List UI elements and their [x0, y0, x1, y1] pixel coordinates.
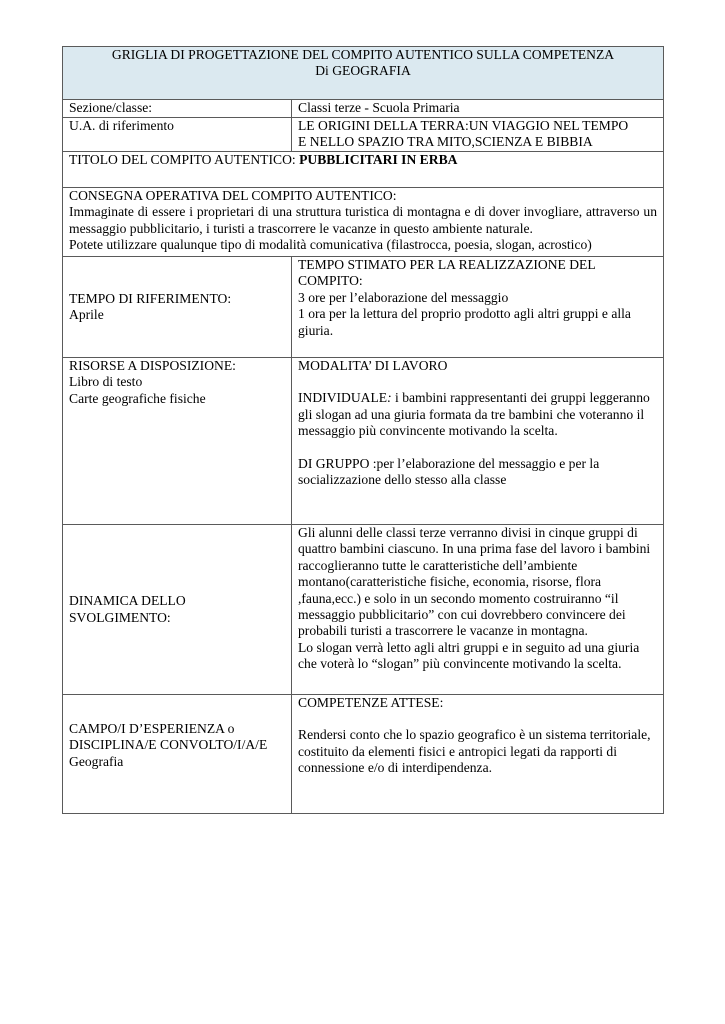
individuale-label: INDIVIDUALE — [298, 390, 388, 406]
grid-title-line2: Di GEOGRAFIA — [315, 63, 411, 79]
tempo-stimato-line2: 1 ora per la lettura del proprio prodotto agli altri gruppi e alla giuria. — [298, 306, 631, 338]
ua-value — [292, 118, 664, 152]
tempo-value: Aprile — [69, 307, 104, 322]
tempo-stimato-cell — [292, 257, 664, 358]
risorse-row — [63, 358, 664, 525]
ua-value-line1: LE ORIGINI DELLA TERRA:UN VIAGGIO NEL TEMPO — [298, 118, 629, 133]
sezione-row — [63, 100, 664, 118]
dinamica-text1: Gli alunni delle classi terze verranno divisi in cinque gruppi di quattro bambini ciascuno. In una prima fase del lavoro i bambini raccoglieranno tutte le caratteristiche dell’ambiente montano(caratteristiche fisiche, economia, risorse, flora ,fauna,ecc.) e solo in un secondo momento costruiranno “il messaggio pubblicitario” con cui dovrebbero convincere dei probabili turisti a trascorrere le vacanze in montagna. — [298, 525, 651, 639]
campo-row — [63, 695, 664, 814]
sezione-label: Sezione/classe: — [63, 100, 292, 118]
modalita-cell — [292, 358, 664, 525]
consegna-cell — [63, 188, 664, 257]
consegna-text: Immaginate di essere i proprietari di una struttura turistica di montagna e di dover invogliare, attraverso un messaggio pubblicitario, i turisti a trascorrere le vacanze in questo ambiente naturale. — [69, 204, 658, 236]
risorse-item-libro: Libro di testo — [69, 374, 143, 390]
competenze-cell — [292, 695, 664, 814]
ua-value-line2: E NELLO SPAZIO TRA MITO,SCIENZA E BIBBIA — [298, 134, 593, 150]
titolo-value: PUBBLICITARI IN ERBA — [299, 152, 458, 167]
competenze-text: Rendersi conto che lo spazio geografico è un sistema territoriale, costituito da elementi fisici e antropici legati da rapporti di connessione e/o di interdipendenza. — [298, 727, 651, 776]
campo-label-line2: DISCIPLINA/E CONVOLTO/I/A/E — [69, 737, 268, 753]
dinamica-text2: Lo slogan verrà letto agli altri gruppi e in seguito ad una giuria che voterà lo “slogan” più convincente motivando la scelta. — [298, 639, 640, 672]
competenze-label: COMPETENZE ATTESE: — [298, 695, 444, 710]
titolo-label: TITOLO DEL COMPITO AUTENTICO: — [69, 152, 300, 167]
tempo-row — [63, 257, 664, 358]
individuale-text: i bambini rappresentanti dei gruppi leggeranno gli slogan ad una giuria formata da tre bambini che voteranno il messaggio più convincente motivando la scelta. — [298, 390, 650, 439]
consegna-label: CONSEGNA OPERATIVA DEL COMPITO AUTENTICO: — [69, 188, 397, 203]
risorse-cell — [63, 358, 292, 525]
dinamica-row — [63, 525, 664, 695]
grid-title-line1: GRIGLIA DI PROGETTAZIONE DEL COMPITO AUTENTICO SULLA COMPETENZA — [111, 47, 615, 62]
tempo-cell — [63, 257, 292, 358]
consegna-text2: Potete utilizzare qualunque tipo di modalità comunicativa (filastrocca, poesia, slogan, acrostico) — [69, 237, 592, 253]
risorse-item-carte: Carte geografiche fisiche — [69, 390, 206, 406]
ua-row — [63, 118, 664, 152]
tempo-stimato-line1: 3 ore per l’elaborazione del messaggio — [298, 289, 509, 305]
grid-title — [63, 47, 664, 100]
individuale-colon: : — [387, 390, 392, 406]
modalita-label: MODALITA’ DI LAVORO — [298, 358, 448, 373]
tempo-stimato-label: TEMPO STIMATO PER LA REALIZZAZIONE DEL COMPITO: — [298, 257, 596, 289]
ua-label: U.A. di riferimento — [63, 118, 292, 152]
consegna-row — [63, 188, 664, 257]
campo-cell — [63, 695, 292, 814]
campo-label-line1: CAMPO/I D’ESPERIENZA o — [69, 721, 235, 736]
dinamica-label: DINAMICA DELLO SVOLGIMENTO: — [63, 525, 292, 695]
header-row — [63, 47, 664, 100]
titolo-cell — [63, 152, 664, 188]
project-grid-table — [62, 46, 664, 814]
campo-value: Geografia — [69, 753, 124, 769]
titolo-row — [63, 152, 664, 188]
risorse-label: RISORSE A DISPOSIZIONE: — [69, 358, 236, 373]
modalita-gruppo: DI GRUPPO :per l’elaborazione del messaggio e per la socializzazione dello stesso alla classe — [298, 455, 600, 488]
tempo-label: TEMPO DI RIFERIMENTO: — [69, 290, 232, 306]
dinamica-cell — [292, 525, 664, 695]
sezione-value: Classi terze - Scuola Primaria — [292, 100, 664, 118]
modalita-individuale — [298, 390, 657, 439]
